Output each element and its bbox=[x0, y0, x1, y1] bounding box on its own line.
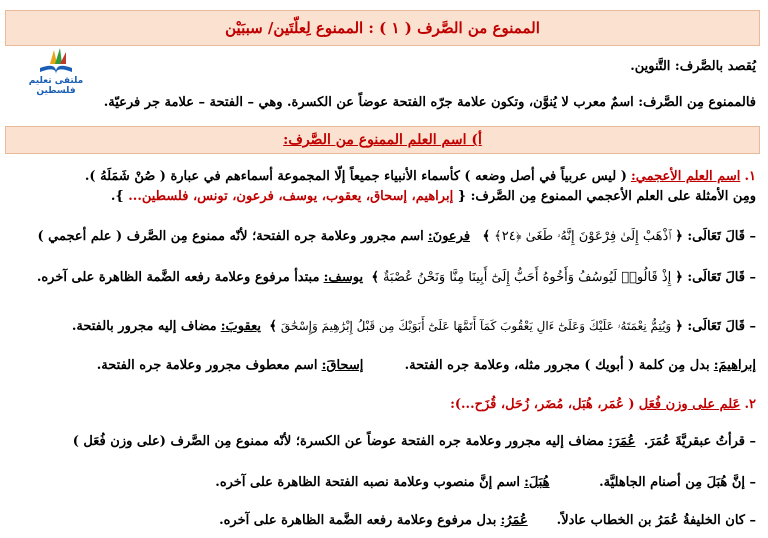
logo-text: ملتقى تعليم فلسطين bbox=[28, 76, 84, 96]
verse1-text: ٱذْهَبْ إِلَىٰ فِرْعَوْنَ إِنَّهُۥ طَغَىٰ ﴿٢٤﴾ bbox=[494, 229, 672, 244]
page-title-bar bbox=[5, 10, 760, 46]
ibrahim-word: إبراهيمَ: bbox=[713, 358, 756, 373]
item1-examples-list: إبراهيم، إسحاق، يعقوب، يوسف، فرعون، تونس، فلسطين... bbox=[128, 189, 454, 204]
verse1-line: – قَالَ تَعَالَى: ﴿ٱذْهَبْ إِلَىٰ فِرْعَوْنَ إِنَّهُۥ طَغَىٰ ﴿٢٤﴾﴾ فرعونَ: اسم مجرور وعلامة جره الفتحة؛ لأنّه ممنوع مِن الصَّرف ( علم أعجمي ) bbox=[37, 229, 756, 244]
item2-term: عَلم على وزن فُعَل bbox=[638, 397, 741, 412]
rule-line: فالممنوع مِن الصَّرف: اسمٌ معرب لا يُنوَّن، وتكون علامة جرّه الفتحة عوضاً عن الكسرة. وهي – الفتحة – علامة جر فرعيّة. bbox=[103, 95, 756, 110]
verse3-word: يعقوبَ: bbox=[220, 319, 261, 334]
item1-line: ١. اسم العلم الأعجمي: ( ليس عربياً في أصل وضعه ) كأسماء الأنبياء جميعاً إلّا المجموعة أسماءهم في عبارة ( صُنْ شَمَلَهُ ). bbox=[84, 169, 756, 184]
verse3-line: – قَالَ تَعَالَى: ﴿وَيُتِمُّ نِعْمَتَهُۥ عَلَيْكَ وَعَلَىٰٓ ءَالِ يَعْقُوبَ كَمَآ أَتَمَّهَا عَلَىٰٓ أَبَوَيْكَ مِن قَبْلُ إِبْرَٰهِيمَ وَإِسْحَٰقَ﴾ يعقوبَ: مضاف إليه مجرور بالفتحة. bbox=[71, 319, 756, 334]
ex1-word: عُمَرَ: bbox=[608, 434, 636, 449]
verse3-more-line: إبراهيمَ: بدل مِن كلمة ( أبويك ) مجرور مثله، وعلامة جره الفتحة. إسحاقَ: اسم معطوف مجرور وعلامة جره الفتحة. bbox=[96, 358, 756, 373]
ex3-line: – كان الخليفةُ عُمَرُ بن الخطاب عادلاً. عُمَرُ: بدل مرفوع وعلامة رفعه الضَّمة الظاهرة على آخره. bbox=[219, 513, 756, 528]
ex1-line: – قرأتُ عبقريَّةَ عُمَرَ. عُمَرَ: مضاف إليه مجرور وعلامة جره الفتحة عوضاً عن الكسرة؛ لأنّه ممنوع مِن الصَّرف (على وزن فُعَل ) bbox=[72, 434, 756, 449]
item2-examples: ( عُمَر، هُبَل، مُضَر، زُحَل، قُزَح...): bbox=[450, 397, 635, 412]
item1-term: اسم العلم الأعجمي: bbox=[631, 169, 741, 184]
section-a-title-bar bbox=[5, 126, 760, 154]
page-title: الممنوع من الصَّرف ( ١ ) : الممنوع لِعلّتَين/ سببَيْن bbox=[225, 19, 540, 37]
verse2-word: يوسف: bbox=[323, 270, 364, 285]
item1-examples-line: ومِن الأمثلة على العلم الأعجمي الممنوع مِن الصَّرف: { إبراهيم، إسحاق، يعقوب، يوسف، فرعون، تونس، فلسطين... }. bbox=[110, 189, 756, 204]
item2-line: ٢. عَلم على وزن فُعَل ( عُمَر، هُبَل، مُضَر، زُحَل، قُزَح...): bbox=[450, 397, 756, 412]
verse1-word: فرعونَ: bbox=[427, 229, 471, 244]
definition-line: يُقصد بالصَّرف: التَّنوين. bbox=[630, 59, 756, 74]
verse2-line: – قَالَ تَعَالَى: ﴿إِذْ قَالُوا۟ لَيُوسُفُ وَأَخُوهُ أَحَبُّ إِلَىٰٓ أَبِينَا مِنَّا وَنَحْنُ عُصْبَةٌ﴾ يوسف: مبتدأ مرفوع وعلامة رفعه الضَّمة الظاهرة على آخره. bbox=[36, 270, 756, 285]
section-a-title: أ) اسم العلم الممنوع من الصَّرف: bbox=[283, 132, 482, 148]
ex2-line: – إنَّ هُبَلَ مِن أصنام الجاهليَّة. هُبَلَ: اسم إنَّ منصوب وعلامة نصبه الفتحة الظاهرة على آخره. bbox=[215, 475, 756, 490]
verse3-text: وَيُتِمُّ نِعْمَتَهُۥ عَلَيْكَ وَعَلَىٰٓ ءَالِ يَعْقُوبَ كَمَآ أَتَمَّهَا عَلَىٰٓ أَبَوَيْكَ مِن قَبْلُ إِبْرَٰهِيمَ وَإِسْحَٰقَ bbox=[280, 319, 672, 333]
ishaq-word: إسحاقَ: bbox=[321, 358, 364, 373]
ex3-word: عُمَرُ: bbox=[500, 513, 528, 528]
ex2-word: هُبَلَ: bbox=[524, 475, 550, 490]
verse2-text: إِذْ قَالُوا۟ لَيُوسُفُ وَأَخُوهُ أَحَبُّ إِلَىٰٓ أَبِينَا مِنَّا وَنَحْنُ عُصْبَةٌ bbox=[382, 270, 672, 285]
